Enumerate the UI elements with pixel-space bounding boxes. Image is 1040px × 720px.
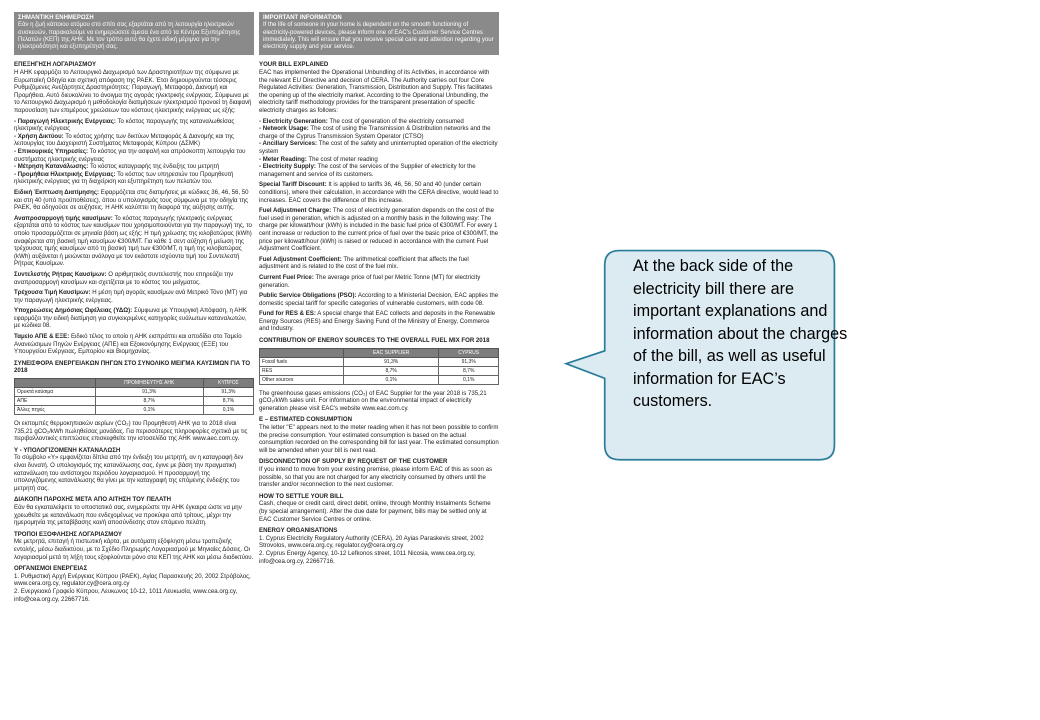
- banner-text: Εάν η ζωή κάποιου ατόμου στο σπίτι σας εξαρτάται από τη λειτουργία ηλεκτρικών συσκευών, παρακαλούμε να ενημερώσετε άμεσα ένα από τα Κέντρα Εξυπηρέτησης Πελατών (ΚΕΠ) της ΑΗΚ. Με τον τρόπο αυτό θα έχετε ειδική μέριμνα για την ηλεκτροδότηση και εξυπηρέτησή σας.: [18, 22, 241, 51]
- section-title: ΤΡΟΠΟΙ ΕΞΟΦΛΗΣΗΣ ΛΟΓΑΡΙΑΣΜΟΥ: [14, 530, 122, 538]
- section-title: DISCONNECTION OF SUPPLY BY REQUEST OF THE CUSTOMER: [259, 458, 448, 466]
- section-text: Οι εκπομπές θερμοκηπιακών αερίων (CO₂) του Προμηθευτή ΑΗΚ για το 2018 είναι 735,21 gCO₂/kWh πωληθείσας μονάδας. Για περισσότερες πληροφορίες σχετικά με τις περιβαλλοντικές επιπτώσεις επισκεφθείτε την ιστοσελίδα της ΑΗΚ www.aec.com.cy.: [14, 420, 248, 443]
- paragraph: Συντελεστής Ρήτρας Καυσίμων: Ο αριθμητικός συντελεστής που επηρεάζει την αναπροσαρμογή καυσίμων και σχετίζεται με το κόστος του μείγματος.: [14, 270, 234, 286]
- paragraph: Αναπροσαρμογή τιμής καυσίμων: Το κόστος παραγωγής ηλεκτρικής ενέργειας εξαρτάται από το κόστος των καυσίμων που χρησιμοποιούνται για την παραγωγή της, το οποίο προσαρμόζεται σε μηνιαία βάση ως εξής: Η τιμή χρέωσης της κιλοβατώρας (kWh) αναφέρεται στη βασική τιμή καυσίμων €300/ΜΤ. Για κάθε 1 σεντ αύξηση ή μείωση της τρέχουσας τιμής καυσίμων από τη βασική τιμή των €300/ΜΤ, η τιμή της κιλοβατώρας (kWh) αυξάνεται ή μειώνεται ανάλογα με τον εκάστοτε ισχύοντα τιμή του Συντελεστή Ρήτρας Καυσίμων.: [14, 214, 252, 268]
- fuel-mix-table-english: EAC SUPPLIER CYPRUS Fossil fuels 91,3% 91,3% RES 8,7% 8,7% Other sources 0,1% 0,1%: [259, 348, 499, 385]
- section-text: EAC has implemented the Operational Unbundling of its Activities, in accordance with the relevant EU Directive and decision of CERA. The Authority carries out four Core Regulated Activities: Generation, Transmission, Distribution and Supply. This facilitates the opening up of the electricity market. According to the Operational Unbundling, the electricity tariff methodology provides for the transparent presentation of specific electricity charges as follows:: [259, 69, 493, 115]
- paragraph: Υποχρεώσεις Δημόσιας Ωφέλειας (ΥΔΩ): Σύμφωνα με Υπουργική Απόφαση, η ΑΗΚ εφαρμόζει την ειδική διατίμηση για συγκεκριμένες κατηγορίες ευάλωτων καταναλωτών, με κώδικα 08.: [14, 307, 247, 330]
- list-item: - Electricity Generation: The cost of generation of the electricity consumed: [259, 117, 464, 125]
- bill-column-greek: [14, 12, 254, 712]
- list-item: - Παραγωγή Ηλεκτρικής Ενέργειας: Το κόστος παραγωγής της καταναλωθείσας ηλεκτρικής ενέργειας: [14, 117, 235, 133]
- list-item: - Επικουρικές Υπηρεσίες: Το κόστος για την ασφαλή και απρόσκοπτη λειτουργία του συστήματος ηλεκτρικής ενέργειας: [14, 148, 246, 163]
- banner-title: IMPORTANT INFORMATION: [263, 15, 342, 21]
- list-item: 2. Ενεργειακό Γραφείο Κύπρου, Λευκωνος 10-12, 1011 Λευκωσία, www.cea.org.cy, info@cea.org.cy, 22667716.: [14, 587, 238, 603]
- banner-title: ΣΗΜΑΝΤΙΚΗ ΕΝΗΜΕΡΩΣΗ: [18, 15, 94, 21]
- section-text: Το σύμβολο «Υ» εμφανίζεται δίπλα από την ένδειξη του μετρητή, αν η καταγραφή δεν είναι δυνατή. Ο υπολογισμός της κατανάλωσης σας, έγινε με βάση την πραγματική κατανάλωση του αντίστοιχου περιόδου λογαριασμού. Η προσαρμογή της υπολογιζόμενης κατανάλωσης θα γίνει με την καταγραφή της επόμενης ένδειξης του μετρητή σας.: [14, 454, 244, 492]
- list-item: 1. Ρυθμιστική Αρχή Ενέργειας Κύπρου (ΡΑΕΚ), Αγίας Παρασκευής 20, 2002 Στρόβολος, www.cera.org.cy, regulator.cy@cera.org.cy: [14, 572, 251, 588]
- table-row: Άλλες πηγές 0,1% 0,1%: [15, 406, 254, 415]
- list-item: - Προμήθεια Ηλεκτρικής Ενέργειας: Το κόστος των υπηρεσιών του Προμηθευτή ηλεκτρικής ενέργειας για τη διαχείριση και εξυπηρέτηση των πελατών του.: [14, 170, 234, 186]
- paragraph: Ειδική Έκπτωση Διατίμησης: Εφαρμόζεται στις διατιμήσεις με κώδικες 36, 46, 56, 50 και στη 40 (υπό προϋποθέσεις), όπου ο υπολογισμός τους σύμφωνα με την οδηγία της ΡΑΕΚ, θα οδηγούσε σε αυξήσεις. Η ΑΗΚ καλύπτει τη διαφορά της αύξησης αυτής.: [14, 188, 249, 212]
- table-row: Ορυκτά καύσιμα 91,3% 91,3%: [15, 388, 254, 397]
- section-title: Υ - ΥΠΟΛΟΓΙΖΟΜΕΝΗ ΚΑΤΑΝΑΛΩΣΗ: [14, 446, 121, 454]
- section-title: ΕΠΕΞΗΓΗΣΗ ΛΟΓΑΡΙΑΣΜΟΥ: [14, 61, 97, 69]
- section-title: ΔΙΑΚΟΠΗ ΠΑΡΟΧΗΣ ΜΕΤΑ ΑΠΟ ΑΙΤΗΣΗ ΤΟΥ ΠΕΛΑΤΗ: [14, 496, 171, 504]
- list-item: - Μέτρηση Κατανάλωσης: Το κόστος καταγραφής της ένδειξης του μετρητή: [14, 163, 220, 171]
- section-text: The letter "E" appears next to the meter reading when it has not been possible to confirm the precise consumption. Your estimated consumption is based on the actual consumption recorded on the corresponding bill for last year. The estimated consumption will be amended when your bill is next read.: [259, 424, 499, 454]
- table-row: Fossil fuels 91,3% 91,3%: [260, 357, 499, 366]
- banner-text: If the life of someone in your home is dependent on the smooth functioning of electricity-powered devices, please inform one of EAC's Customer Service Centres immediately. This will ensure that you receive special care and attention regarding your electricity supply and your service.: [263, 22, 494, 51]
- section-title: E – ESTIMATED CONSUMPTION: [259, 416, 352, 424]
- paragraph: Fund for RES & ES: A special charge that EAC collects and deposits in the Renewable Energy Sources (RES) and Energy Saving Fund of the Ministry of Energy, Commerce and Industry.: [259, 310, 496, 333]
- table-row: Other sources 0,1% 0,1%: [260, 375, 499, 384]
- paragraph: Special Tariff Discount: It is applied to tariffs 36, 46, 56, 50 and 40 (under certain conditions), where their calculation, in accordance with the CERA directive, would lead to increases. EAC covers the difference of this increase.: [259, 181, 499, 204]
- fuel-mix-table-greek: ΠΡΟΜΗΘΕΥΤΗΣ ΑΗΚ ΚΥΠΡΟΣ Ορυκτά καύσιμα 91,3% 91,3% ΑΠΕ 8,7% 8,7% Άλλες πηγές 0,1% 0,1%: [14, 378, 254, 415]
- important-notice-banner-greek: [14, 12, 254, 55]
- bill-column-english: [259, 12, 499, 712]
- section-text: Η ΑΗΚ εφαρμόζει το Λειτουργικό Διαχωρισμό των Δραστηριοτήτων της σύμφωνα με Ευρωπαϊκή Οδηγία και σχετική απόφαση της ΡΑΕΚ. Έτσι δημιουργούνται τέσσερις Ρυθμιζόμενες Ανεξάρτητες Δραστηριότητες: Παραγωγή, Μεταφορά, Διανομή και Προμήθεια. Αυτό διευκολύνει το άνοιγμα της αγοράς ηλεκτρικής ενέργειας. Σύμφωνα με το Λειτουργικό Διαχωρισμό η μεθοδολογία διατιμήσεων ηλεκτρισμού προνοεί τη διαφανή παρουσίαση των επιμέρους χρεώσεων του κόστους ηλεκτρικής ενέργειας ως εξής:: [14, 69, 252, 115]
- section-title: ΟΡΓΑΝΙΣΜΟΙ ΕΝΕΡΓΕΙΑΣ: [14, 565, 88, 573]
- paragraph: Ταμείο ΑΠΕ & ΕΞΕ: Ειδικό τέλος το οποίο η ΑΗΚ εισπράττει και αποδίδει στο Ταμείο Ανανεώσιμων Πηγών Ενέργειας (ΑΠΕ) και Εξοικονόμησης Ενέργειας (ΕΞΕ) του Υπουργείου Ενέργειας, Εμπορίου και Βιομηχανίας.: [14, 333, 242, 356]
- list-item: - Network Usage: The cost of using the Transmission & Distribution networks and the charge of the Cyprus Transmission System Operator (CTSO): [259, 125, 491, 140]
- list-item: 2. Cyprus Energy Agency, 10-12 Lefkonos street, 1011 Nicosia, www.cea.org.cy, info@cea.org.cy, 22667716.: [259, 549, 476, 565]
- section-text: Με μετρητά, επιταγή ή πιστωτική κάρτα, με αυτόματη εξόφληση μέσω τραπεζικής εντολής, μέσω διαδικτύου, με το Σχέδιο Πληρωμής Λογαριασμού με Μηνιαίες Δόσεις. Οι λογαριασμοί μετά τη λήξη τους εξοφλούνται μόνο στα ΚΕΠ της ΑΗΚ και μέσω διαδικτύου.: [14, 538, 254, 561]
- table-row: RES 8,7% 8,7%: [260, 366, 499, 375]
- section-title: CONTRIBUTION OF ENERGY SOURCES TO THE OVERALL FUEL MIX FOR 2018: [259, 337, 490, 345]
- charge-list: [259, 118, 499, 179]
- important-notice-banner-english: [259, 12, 499, 55]
- list-item: - Meter Reading: The cost of meter reading: [259, 155, 378, 163]
- paragraph: Public Service Obligations (PSO): According to a Ministerial Decision, EAC applies the domestic special tariff for specific categories of vulnerable customers, with code 08.: [259, 292, 499, 307]
- charge-list: [14, 118, 254, 186]
- paragraph: Fuel Adjustment Charge: The cost of electricity generation depends on the cost of the fuel used in generation, which is adjusted on a monthly basis in the following way: The charge per kilowatt/hour (kWh) is included in the basic fuel price of €300/MT. For every 1 cent increase or reduction to the current price of fuel over the basic price of €300/MT, the price per kilowatt/hour (kWh) is raised or reduced in accordance with the current Fuel Adjustment Coefficient.: [259, 207, 499, 253]
- callout-text: At the back side of the electricity bill there are important explanations and information about the charges of the bill, as well as useful information for EAC’s customers.: [633, 257, 848, 410]
- section-title: ΣΥΝΕΙΣΦΟΡΑ ΕΝΕΡΓΕΙΑΚΩΝ ΠΗΓΩΝ ΣΤΟ ΣΥΝΟΛΙΚΟ ΜΕΙΓΜΑ ΚΑΥΣΙΜΩΝ ΓΙΑ ΤΟ 2018: [14, 359, 251, 375]
- explanation-callout: [611, 231, 911, 491]
- list-item: - Electricity Supply: The cost of the services of the Supplier of electricity for the management and service of its customers.: [259, 163, 476, 178]
- section-text: The greenhouse gases emissions (CO₂) of EAC Supplier for the year 2018 is 735,21 gCO₂/kWh sales unit. For information on the environmental impact of electricity generation please visit EAC's website www.eac.com.cy.: [259, 389, 487, 412]
- list-item: - Χρήση Δικτύου: Το κόστος χρήσης των δικτύων Μεταφοράς & Διανομής και της λειτουργίας του Διαχειριστή Συστήματος Μεταφοράς Κύπρου (ΔΣΜΚ): [14, 132, 234, 148]
- section-text: Cash, cheque or credit card, direct debit, online, through Monthly Instalments Scheme (by special arrangement). After the due date for payment, bills may be settled only at EAC Customer Service Centres or online.: [259, 500, 491, 523]
- table-row: ΑΠΕ 8,7% 8,7%: [15, 397, 254, 406]
- list-item: - Ancillary Services: The cost of the safety and uninterrupted operation of the electricity system: [259, 140, 498, 156]
- paragraph: Τρέχουσα Τιμή Καυσίμων: Η μέση τιμή αγοράς καυσίμων ανά Μετρικό Τόνο (ΜΤ) για την παραγωγή ηλεκτρικής ενέργειας.: [14, 289, 248, 304]
- section-text: Εάν θα εγκαταλείψετε το υποστατικό σας, ενημερώστε την ΑΗΚ έγκαιρα ώστε να μην χρεωθείτε με κατανάλωση που ενδεχομένως να προκύψει από τρίτους, μέχρι την ημερομηνία της μεταβίβασης και/ή αποσύνδεσης στον επόμενο πελάτη.: [14, 503, 242, 527]
- paragraph: Current Fuel Price: The average price of fuel per Metric Tonne (MT) for electricity generation.: [259, 273, 481, 289]
- section-title: ENERGY ORGANISATIONS: [259, 527, 338, 535]
- section-title: YOUR BILL EXPLAINED: [259, 61, 329, 69]
- list-item: 1. Cyprus Electricity Regulatory Authority (CERA), 20 Ayias Paraskevis street, 2002 Strovolos, www.cera.org.cy, regulator.cy@cera.org.cy: [259, 534, 484, 550]
- paragraph: Fuel Adjustment Coefficient: The arithmetical coefficient that affects the fuel adjustment and is related to the cost of the fuel mix.: [259, 255, 469, 271]
- section-title: HOW TO SETTLE YOUR BILL: [259, 492, 344, 500]
- section-text: If you intend to move from your existing premise, please inform EAC of this as soon as possible, so that you are not charged for any electricity consumed by others until the transfer and/or reconnection to the next customer.: [259, 466, 493, 489]
